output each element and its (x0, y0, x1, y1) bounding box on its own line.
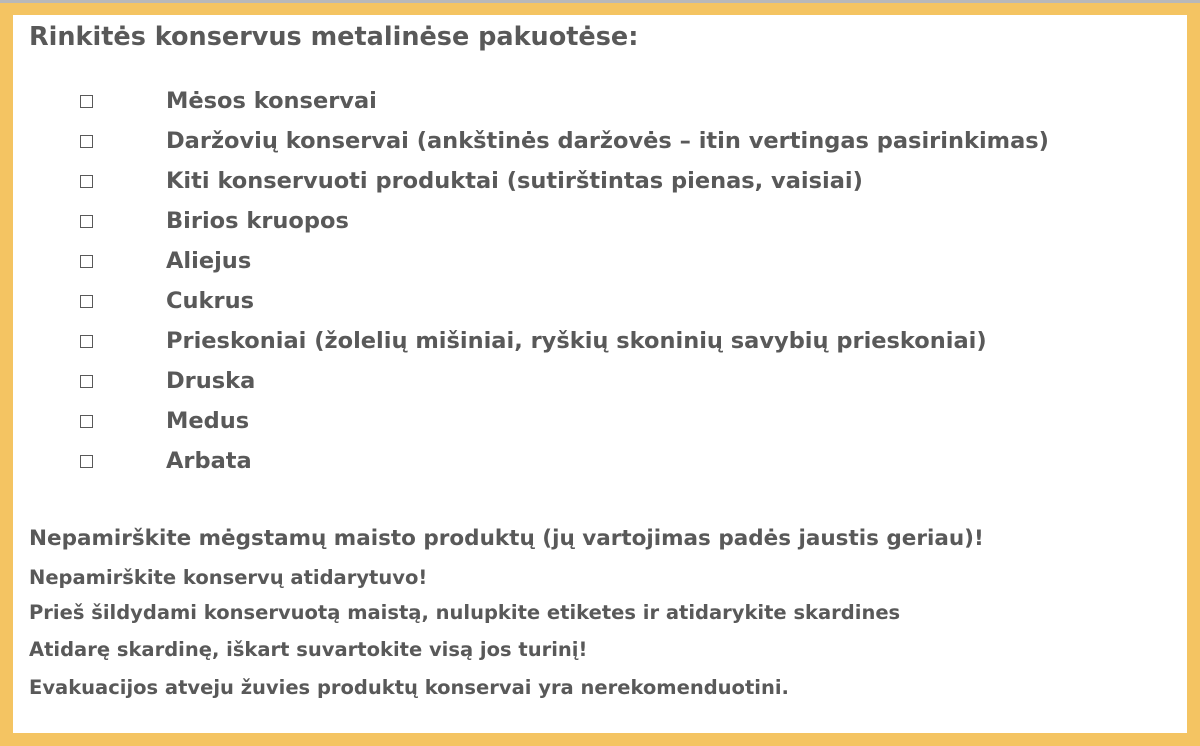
checkbox[interactable] (80, 295, 93, 308)
checkbox[interactable] (80, 175, 93, 188)
checkbox[interactable] (80, 375, 93, 388)
checkbox[interactable] (80, 95, 93, 108)
checklist-item-label: Druska (166, 368, 256, 394)
checkbox[interactable] (80, 415, 93, 428)
checklist-item-label: Birios kruopos (166, 208, 349, 234)
note-text: Nepamirškite mėgstamų maisto produktų (jų vartojimas padės jaustis geriau)! (29, 526, 984, 551)
checkbox[interactable] (80, 255, 93, 268)
note-text: Evakuacijos atveju žuvies produktų konservai yra nerekomenduotini. (29, 676, 789, 699)
checklist-item-label: Cukrus (166, 288, 255, 314)
note-text: Prieš šildydami konservuotą maistą, nulupkite etiketes ir atidarykite skardines (29, 601, 901, 624)
section-title: Rinkitės konservus metalinėse pakuotėse: (29, 22, 639, 52)
checkbox[interactable] (80, 215, 93, 228)
checklist-item-label: Medus (166, 408, 250, 434)
checklist-item-label: Prieskoniai (žolelių mišiniai, ryškių skoninių savybių prieskoniai) (166, 328, 987, 354)
checklist-item-label: Daržovių konservai (ankštinės daržovės – itin vertingas pasirinkimas) (166, 128, 1049, 154)
note-text: Atidarę skardinę, iškart suvartokite visą jos turinį! (29, 638, 588, 661)
note-text: Nepamirškite konservų atidarytuvo! (29, 566, 428, 589)
checklist-item-label: Kiti konservuoti produktai (sutirštintas pienas, vaisiai) (166, 168, 863, 194)
checklist-item-label: Aliejus (166, 248, 252, 274)
checkbox[interactable] (80, 455, 93, 468)
checklist-item-label: Mėsos konservai (166, 88, 377, 114)
checklist-item-label: Arbata (166, 448, 252, 474)
checkbox[interactable] (80, 335, 93, 348)
checkbox[interactable] (80, 135, 93, 148)
